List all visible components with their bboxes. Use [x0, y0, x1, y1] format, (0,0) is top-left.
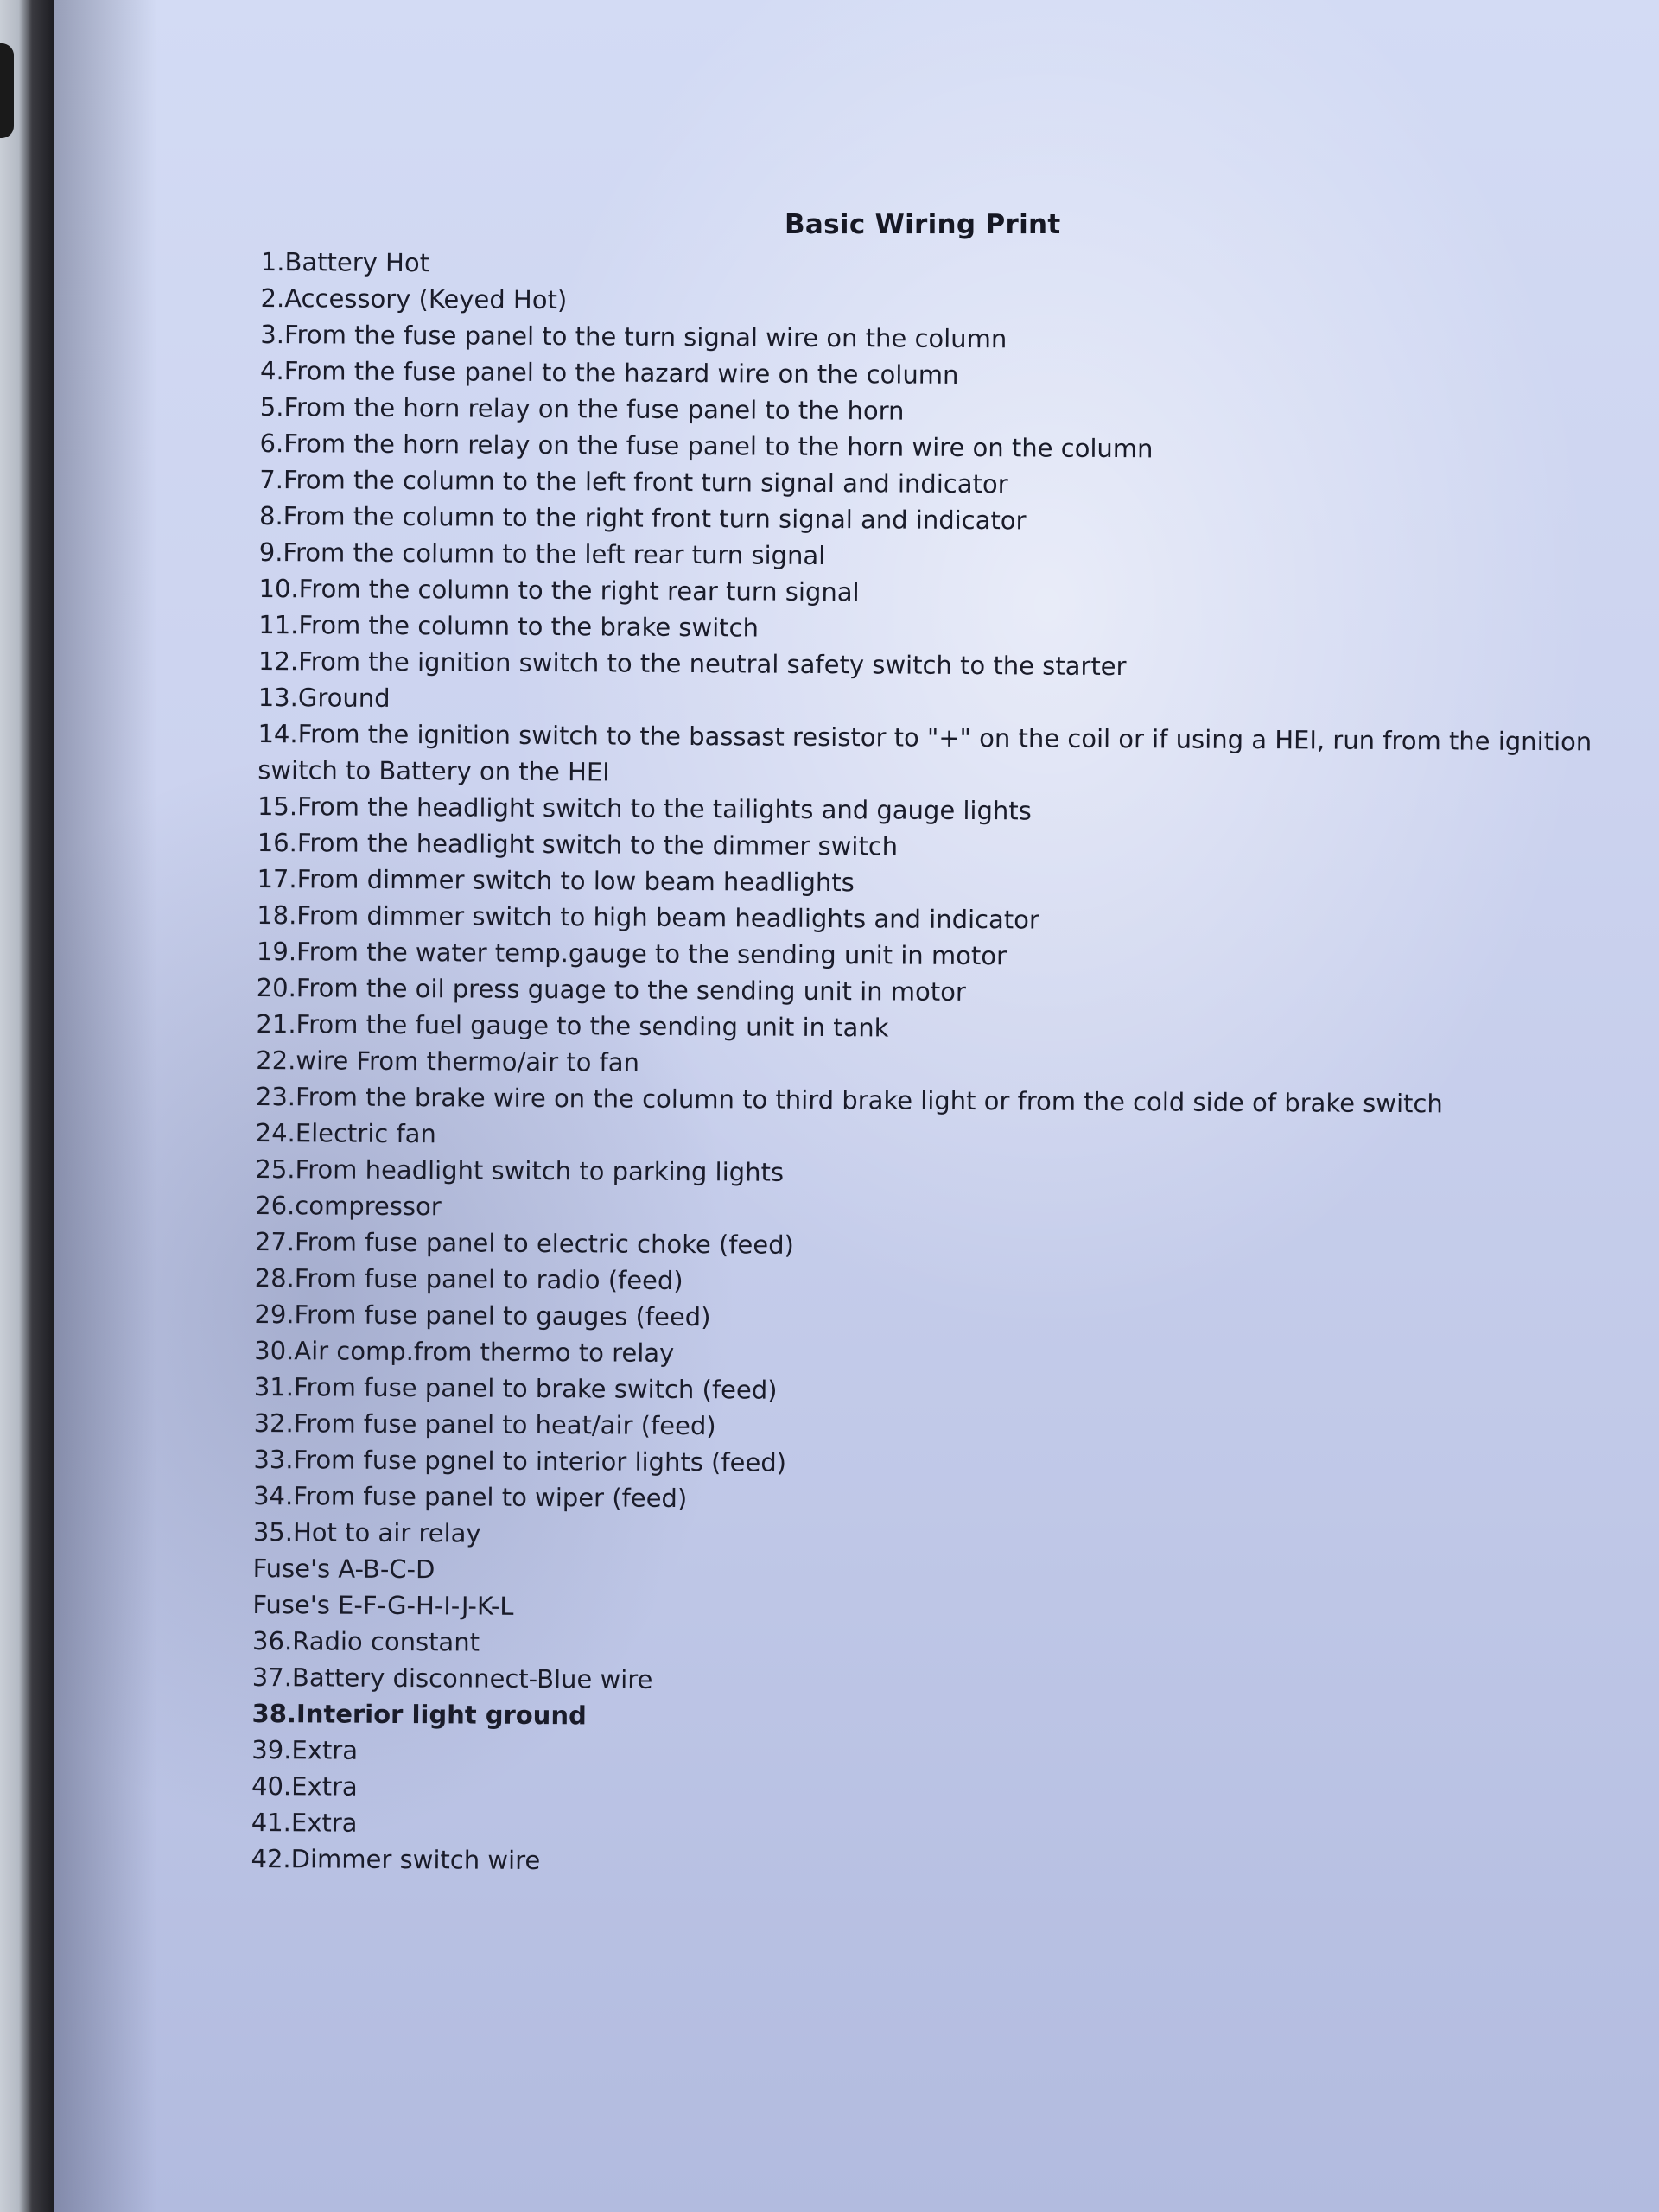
list-item: 30.Air comp.from thermo to relay — [254, 1335, 675, 1368]
list-item: 16.From the headlight switch to the dimmer switch — [257, 827, 899, 861]
list-item: 36.Radio constant — [252, 1625, 480, 1657]
list-item: 7.From the column to the left front turn signal and indicator — [259, 464, 1008, 499]
list-item: 18.From dimmer switch to high beam headlights and indicator — [257, 899, 1039, 935]
list-item: 14.From the ignition switch to the bassast resistor to "+" on the coil or if using a HEI, run from the ignition switch to Battery on the HEI — [257, 718, 1592, 787]
list-item: 4.From the fuse panel to the hazard wire on the column — [259, 355, 959, 390]
list-item: 10.From the column to the right rear turn signal — [258, 573, 860, 607]
list-item: 26.compressor — [255, 1190, 442, 1222]
document-title: Basic Wiring Print — [785, 209, 1061, 240]
binder-edge — [0, 0, 54, 2212]
list-item: 3.From the fuse panel to the turn signal wire on the column — [260, 319, 1007, 354]
binder-tab — [0, 43, 14, 138]
list-item: 9.From the column to the left rear turn signal — [258, 537, 826, 570]
list-item: 42.Dimmer switch wire — [251, 1843, 541, 1876]
list-item: 29.From fuse panel to gauges (feed) — [254, 1299, 711, 1332]
list-item: 34.From fuse panel to wiper (feed) — [253, 1480, 688, 1514]
list-item: 5.From the horn relay on the fuse panel to the horn — [259, 391, 905, 426]
list-item: 13.Ground — [257, 682, 391, 713]
list-item: 31.From fuse panel to brake switch (feed) — [253, 1371, 778, 1405]
list-item: 8.From the column to the right front turn signal and indicator — [258, 500, 1027, 536]
list-item: 6.From the horn relay on the fuse panel to the horn wire on the column — [259, 428, 1154, 464]
wiring-list — [251, 244, 1643, 1885]
list-item: 15.From the headlight switch to the tailights and gauge lights — [257, 791, 1032, 826]
list-item: 28.From fuse panel to radio (feed) — [254, 1262, 683, 1296]
list-item: 39.Extra — [251, 1734, 359, 1765]
list-item: 12.From the ignition switch to the neutral safety switch to the starter — [257, 645, 1127, 682]
list-item: 17.From dimmer switch to low beam headlights — [257, 863, 855, 898]
list-item: 32.From fuse panel to heat/air (feed) — [253, 1408, 716, 1441]
list-item: 27.From fuse panel to electric choke (feed) — [254, 1226, 795, 1260]
list-item: 37.Battery disconnect-Blue wire — [251, 1662, 653, 1694]
list-item: 35.Hot to air relay — [252, 1516, 481, 1548]
list-item: 1.Battery Hot — [260, 246, 430, 278]
list-item: 41.Extra — [251, 1807, 358, 1838]
list-item: Fuse's A-B-C-D — [252, 1553, 435, 1585]
list-item: 33.From fuse pgnel to interior lights (feed) — [253, 1444, 787, 1478]
list-item: 25.From headlight switch to parking lights — [255, 1154, 785, 1187]
list-item: 19.From the water temp.gauge to the sending unit in motor — [256, 936, 1007, 971]
list-item: 11.From the column to the brake switch — [258, 609, 760, 643]
list-item: 2.Accessory (Keyed Hot) — [260, 283, 568, 315]
list-item: 23.From the brake wire on the column to third brake light or from the cold side of brake switch — [255, 1081, 1443, 1119]
paper-sheet — [54, 0, 1659, 2212]
list-item: 40.Extra — [251, 1770, 358, 1802]
list-item: 38.Interior light ground — [251, 1698, 587, 1731]
list-item: 24.Electric fan — [255, 1117, 436, 1149]
list-item: 22.wire From thermo/air to fan — [256, 1045, 640, 1077]
list-item: Fuse's E-F-G-H-I-J-K-L — [252, 1589, 514, 1621]
list-item: 21.From the fuel gauge to the sending unit in tank — [256, 1008, 889, 1043]
list-item: 20.From the oil press guage to the sending unit in motor — [256, 972, 966, 1007]
